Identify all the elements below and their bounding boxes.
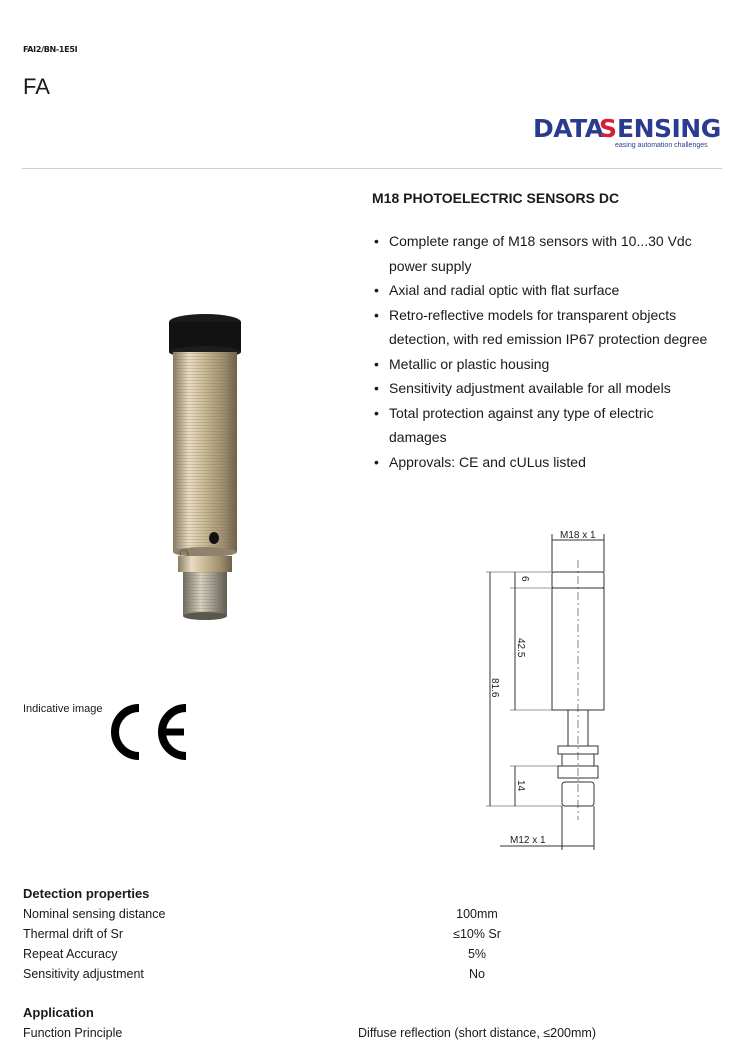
dim-top-thread: M18 x 1	[560, 530, 596, 541]
property-row: Thermal drift of Sr ≤10% Sr	[23, 924, 723, 944]
dim-body: 42.5	[515, 638, 526, 658]
detection-heading: Detection properties	[23, 886, 150, 901]
dim-bottom-thread: M12 x 1	[510, 835, 546, 846]
product-code: FAI2/BN-1E5I	[23, 45, 78, 54]
feature-item: • Total protection against any type of electric damages	[372, 401, 712, 450]
dimension-drawing	[470, 520, 620, 860]
header-divider	[22, 168, 722, 169]
property-label: Repeat Accuracy	[23, 947, 118, 961]
property-row: Repeat Accuracy 5%	[23, 944, 723, 964]
feature-list	[372, 229, 712, 474]
feature-item: • Approvals: CE and cULus listed	[372, 450, 712, 475]
property-row: Sensitivity adjustment No	[23, 964, 723, 984]
property-label: Thermal drift of Sr	[23, 927, 124, 941]
feature-item: • Sensitivity adjustment available for all models	[372, 376, 712, 401]
svg-text:S: S	[599, 114, 618, 143]
property-label: Sensitivity adjustment	[23, 967, 144, 981]
svg-text:ENSING: ENSING	[617, 114, 721, 143]
property-label: Function Principle	[23, 1026, 123, 1040]
dim-cap: 6	[519, 576, 530, 582]
dim-total: 81.6	[489, 678, 500, 698]
product-image	[150, 310, 260, 630]
property-label: Nominal sensing distance	[23, 907, 166, 921]
dim-connector: 14	[515, 780, 526, 792]
image-caption: Indicative image	[23, 703, 103, 715]
feature-item: • Metallic or plastic housing	[372, 352, 712, 377]
feature-item: • Axial and radial optic with flat surface	[372, 278, 712, 303]
property-row: Function Principle Diffuse reflection (short distance, ≤200mm)	[23, 1023, 723, 1043]
property-row: Nominal sensing distance 100mm	[23, 904, 723, 924]
feature-item: • Complete range of M18 sensors with 10...30 Vdc power supply	[372, 229, 712, 278]
svg-text:DATA: DATA	[533, 114, 604, 143]
datasensing-logo	[533, 112, 723, 152]
ce-mark-icon	[108, 700, 192, 764]
section-title: M18 PHOTOELECTRIC SENSORS DC	[372, 190, 620, 206]
feature-item: • Retro-reflective models for transparent objects detection, with red emission IP67 protection degree	[372, 303, 712, 352]
application-properties	[23, 1003, 723, 1043]
logo-tagline: easing automation challenges	[615, 142, 708, 149]
application-heading: Application	[23, 1005, 94, 1020]
product-family: FA	[23, 74, 50, 99]
detection-properties	[23, 884, 723, 984]
